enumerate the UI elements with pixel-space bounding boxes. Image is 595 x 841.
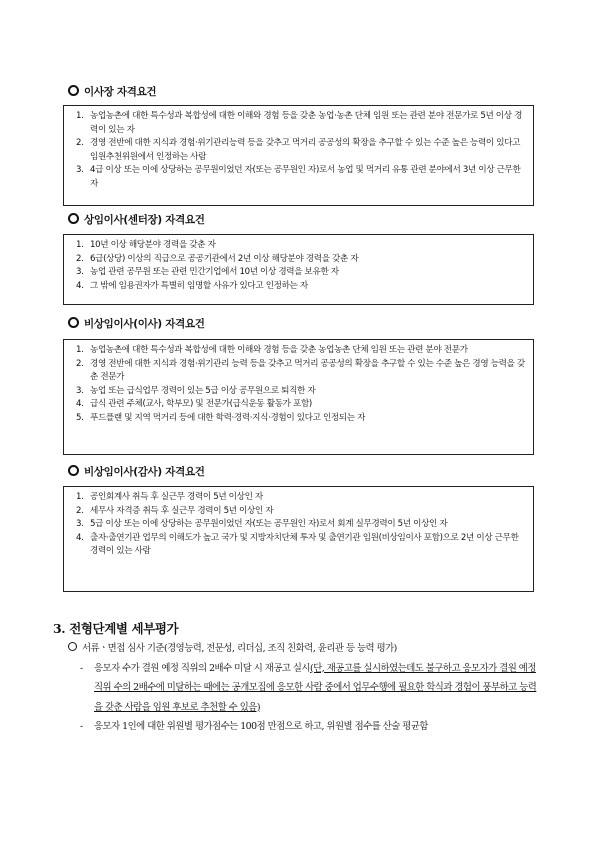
- list-item-text: 4급 이상 또는 이에 상당하는 공무원이었던 자(또는 공무원인 자)로서 농업 및 먹거리 유통 관련 분야에서 3년 이상 근무한 자: [90, 165, 521, 189]
- list-item-text: 농업 관련 공무원 또는 관련 민간기업에서 10년 이상 경력을 보유한 자: [90, 267, 339, 278]
- list-item-text: 푸드플랜 및 지역 먹거리 등에 대한 학력·경력·지식·경험이 있다고 인정되는 자: [90, 412, 366, 423]
- dash-mark: -: [80, 721, 83, 732]
- list-item-text: 농업 또는 급식업무 경력이 있는 5급 이상 공무원으로 퇴직한 자: [90, 385, 316, 396]
- list-item: 4. 출자·출연기관 업무의 이해도가 높고 국가 및 지방자치단체 투자 및 출연기관 임원(비상임이사 포함)으로 2년 이상 근무한 경력이 있는 사람: [76, 532, 519, 557]
- list-item-text: 농업농촌에 대한 특수성과 복합성에 대한 이해와 경험 등을 갖춘 농업농촌 단체 임원 또는 관련 분야 전문가: [90, 345, 468, 355]
- section-heading-standing-director: [68, 212, 205, 227]
- list-item-text: 급식 관련 주체(교사, 학부모) 및 전문가(급식운동 활동가 포함): [90, 399, 312, 410]
- list-item: 1. 공인회계사 취득 후 실근무 경력이 5년 이상인 자: [76, 492, 263, 502]
- list-item: 3. 5급 이상 또는 이에 상당하는 공무원이었던 자(또는 공무원인 자)로서 회계 실무경력이 5년 이상인 자: [76, 519, 448, 530]
- list-item: 3. 농업 관련 공무원 또는 관련 민간기업에서 10년 이상 경력을 보유한 자: [76, 267, 339, 278]
- list-item-text: 공인회계사 취득 후 실근무 경력이 5년 이상인 자: [90, 492, 263, 502]
- list-item: 3. 농업 또는 급식업무 경력이 있는 5급 이상 공무원으로 퇴직한 자: [76, 385, 316, 396]
- list-item: 2. 6급(상당) 이상의 직급으로 공공기관에서 2년 이상 해당분야 경력을 갖춘 자: [76, 253, 359, 264]
- requirements-list: [76, 491, 525, 559]
- dash-text: 응모자 1인에 대한 위원별 평가점수는 100점 만점으로 하고, 위원별 점수를 산술 평균함: [94, 721, 428, 732]
- underlined-note: (단, 재공고를 실시하였는데도 불구하고 응모자가 결원 예정 직위 수의 2배수에 미달하는 때에는 공개모집에 응모한 사람 중에서 업무수행에 필요한 학식과 경험이 풍부하고 능력을 갖춘 사람을 임원 후보로 추천할 수 있음): [94, 662, 537, 713]
- list-item: 4. 급식 관련 주체(교사, 학부모) 및 전문가(급식운동 활동가 포함): [76, 399, 312, 410]
- requirements-list: [76, 344, 525, 426]
- section-heading-auditor: [68, 464, 205, 479]
- requirements-box-standing-director: [63, 234, 534, 305]
- dash-mark: -: [80, 662, 83, 674]
- list-item: 1. 농업농촌에 대한 특수성과 복합성에 대한 이해와 경험 등을 갖춘 농업·농촌 단체 임원 또는 관련 분야 전문가로 5년 이상 경력이 있는 자: [76, 111, 523, 135]
- section-title: 이사장 자격요건: [84, 86, 157, 98]
- dash-item-scoring: [68, 717, 540, 737]
- circle-bullet-icon: [68, 642, 77, 651]
- dash-text: 응모자 수가 결원 예정 직위의 2배수 미달 시 재공고 실시: [94, 662, 311, 674]
- evaluation-content: [68, 639, 540, 737]
- section-heading-chairman: [68, 84, 156, 99]
- list-item-text: 5급 이상 또는 이에 상당하는 공무원이었던 자(또는 공무원인 자)로서 회계 실무경력이 5년 이상인 자: [90, 519, 448, 530]
- circle-bullet-icon: [68, 213, 79, 224]
- list-item-text: 경영 전반에 대한 지식과 경험·위기관리능력 등을 갖추고 먹거리 공공성의 확장을 추구할 수 있는 수준 높은 능력이 있다고 임원추천위원에서 인정하는 사람: [90, 138, 521, 162]
- list-item: 2. 경영 전반에 대한 지식과 경험·위기관리능력 등을 갖추고 먹거리 공공성의 확장을 추구할 수 있는 수준 높은 능력이 있다고 임원추천위원에서 인정하는 사람: [76, 138, 521, 162]
- list-item: 2. 경영 전반에 대한 지식과 경험·위기관리 능력 등을 갖추고 먹거리 공공성의 확장을 추구할 수 있는 수준 높은 경영 능력을 갖춘 전문가: [76, 358, 525, 383]
- list-item-text: 농업농촌에 대한 특수성과 복합성에 대한 이해와 경험 등을 갖춘 농업·농촌 단체 임원 또는 관련 분야 전문가로 5년 이상 경력이 있는 자: [90, 111, 523, 135]
- section-heading-nonstanding-director: [68, 316, 205, 331]
- requirements-box-auditor: [63, 486, 534, 592]
- list-item-text: 경영 전반에 대한 지식과 경험·위기관리 능력 등을 갖추고 먹거리 공공성의 확장을 추구할 수 있는 수준 높은 경영 능력을 갖춘 전문가: [90, 358, 525, 383]
- list-item-text: 세무사 자격증 취득 후 실근무 경력이 5년 이상인 자: [90, 505, 274, 516]
- requirements-box-chairman: [63, 105, 534, 206]
- requirements-list: [76, 239, 525, 293]
- list-item-text: 6급(상당) 이상의 직급으로 공공기관에서 2년 이상 해당분야 경력을 갖춘 자: [90, 253, 359, 264]
- circle-bullet-icon: [68, 85, 79, 96]
- circle-bullet-icon: [68, 465, 79, 476]
- criteria-line: [68, 639, 540, 659]
- requirements-box-nonstanding-director: [63, 339, 534, 455]
- criteria-text: 서류ㆍ면접 심사 기준(경영능력, 전문성, 리더십, 조직 친화력, 윤리관 등 능력 평가): [82, 643, 397, 654]
- list-item: 5. 푸드플랜 및 지역 먹거리 등에 대한 학력·경력·지식·경험이 있다고 인정되는 자: [76, 412, 366, 423]
- section-title: 상임이사(센터장) 자격요건: [84, 214, 205, 226]
- list-item: 4. 그 밖에 임용권자가 특별히 임명할 사유가 있다고 인정하는 자: [76, 280, 308, 291]
- list-item-text: 출자·출연기관 업무의 이해도가 높고 국가 및 지방자치단체 투자 및 출연기관 임원(비상임이사 포함)으로 2년 이상 근무한 경력이 있는 사람: [90, 532, 519, 557]
- section-title: 비상임이사(이사) 자격요건: [84, 318, 205, 330]
- list-item: 2. 세무사 자격증 취득 후 실근무 경력이 5년 이상인 자: [76, 505, 274, 516]
- circle-bullet-icon: [68, 317, 79, 328]
- requirements-list: [76, 110, 525, 192]
- list-item-text: 그 밖에 임용권자가 특별히 임명할 사유가 있다고 인정하는 자: [90, 280, 308, 291]
- section-title: 비상임이사(감사) 자격요건: [84, 466, 205, 478]
- dash-item-recruitment: [68, 659, 540, 718]
- evaluation-heading: 3. 전형단계별 세부평가: [53, 621, 179, 636]
- list-item: 3. 4급 이상 또는 이에 상당하는 공무원이었던 자(또는 공무원인 자)로서 농업 및 먹거리 유통 관련 분야에서 3년 이상 근무한 자: [76, 165, 521, 189]
- list-item-text: 10년 이상 해당분야 경력을 갖춘 자: [90, 240, 216, 250]
- list-item: 1. 농업농촌에 대한 특수성과 복합성에 대한 이해와 경험 등을 갖춘 농업농촌 단체 임원 또는 관련 분야 전문가: [76, 345, 468, 355]
- list-item: 1. 10년 이상 해당분야 경력을 갖춘 자: [76, 240, 216, 250]
